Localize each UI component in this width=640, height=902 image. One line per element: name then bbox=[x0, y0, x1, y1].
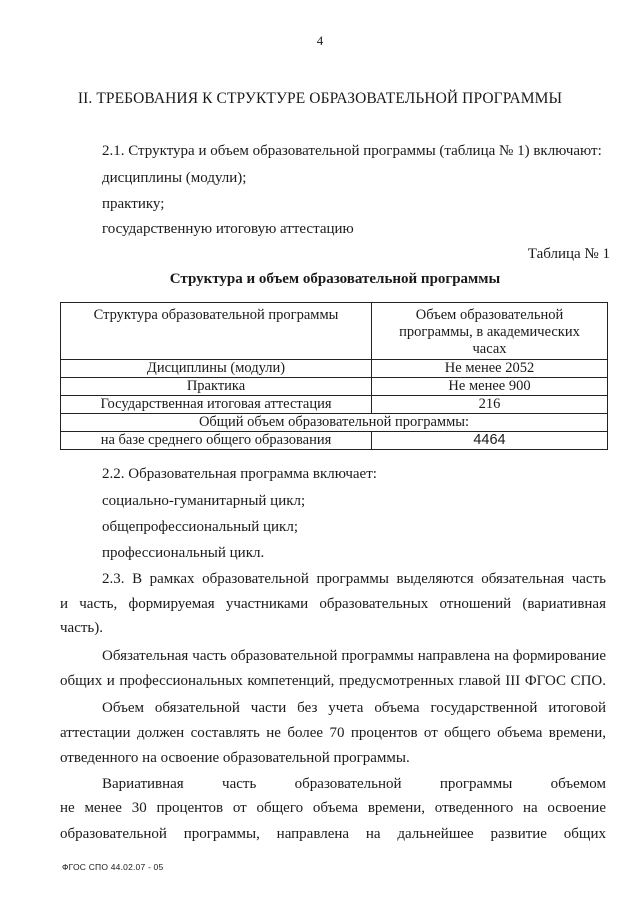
section-heading: II. ТРЕБОВАНИЯ К СТРУКТУРЕ ОБРАЗОВАТЕЛЬНОЙ ПРОГРАММЫ bbox=[77, 90, 563, 107]
table-total-row bbox=[61, 432, 608, 450]
table-row bbox=[61, 396, 608, 414]
table-total-label-row bbox=[61, 414, 608, 432]
row-name: Дисциплины (модули) bbox=[61, 360, 372, 378]
section-2-2-paragraph: 2.2. Образовательная программа включает: bbox=[102, 466, 377, 482]
volume-line-3: отведенного на освоение образовательной программы. bbox=[60, 750, 410, 766]
variative-line-1: Вариативная часть образовательной программы объемом bbox=[102, 776, 606, 792]
total-name: на базе среднего общего образования bbox=[61, 432, 372, 450]
intro-item-practice: практику; bbox=[102, 196, 165, 212]
cycle-item-social: социально-гуманитарный цикл; bbox=[102, 493, 306, 509]
intro-item-disciplines: дисциплины (модули); bbox=[102, 170, 247, 186]
volume-line-1: Объем обязательной части без учета объема государственной итоговой bbox=[102, 700, 606, 716]
row-name: Практика bbox=[61, 378, 372, 396]
table-row bbox=[61, 360, 608, 378]
variative-line-2: не менее 30 процентов от общего объема времени, отведенного на освоение bbox=[60, 800, 606, 816]
variative-line-3: образовательной программы, направлена на дальнейшее развитие общих bbox=[60, 826, 606, 842]
mandatory-line-1: Обязательная часть образовательной программы направлена на формирование bbox=[102, 648, 606, 664]
table-row bbox=[61, 378, 608, 396]
row-value: 216 bbox=[372, 396, 608, 414]
table-label: Таблица № 1 bbox=[527, 246, 610, 262]
row-name: Государственная итоговая аттестация bbox=[61, 396, 372, 414]
volume-line-2: аттестации должен составлять не более 70 процентов от общего объема времени, bbox=[60, 725, 606, 741]
mandatory-line-2: общих и профессиональных компетенций, предусмотренных главой III ФГОС СПО. bbox=[60, 673, 606, 689]
section-2-3-line-3: часть). bbox=[60, 620, 104, 636]
cycle-item-general: общепрофессиональный цикл; bbox=[102, 519, 298, 535]
total-label: Общий объем образовательной программы: bbox=[61, 414, 608, 432]
intro-paragraph: 2.1. Структура и объем образовательной программы (таблица № 1) включают: bbox=[102, 143, 602, 159]
footer-code: ФГОС СПО 44.02.07 - 05 bbox=[62, 862, 164, 872]
header-volume-line-3: часах bbox=[472, 341, 507, 357]
total-value: 4464 bbox=[372, 432, 608, 450]
section-2-3-line-2: и часть, формируемая участниками образовательных отношений (вариативная bbox=[60, 596, 606, 612]
intro-item-attestation: государственную итоговую аттестацию bbox=[102, 221, 354, 237]
page-number: 4 bbox=[316, 33, 324, 48]
header-volume bbox=[372, 303, 608, 360]
header-structure: Структура образовательной программы bbox=[61, 303, 372, 360]
table-header-row bbox=[61, 303, 608, 360]
row-value: Не менее 900 bbox=[372, 378, 608, 396]
cycle-item-professional: профессиональный цикл. bbox=[102, 545, 265, 561]
structure-table bbox=[60, 302, 608, 450]
section-2-3-line-1: 2.3. В рамках образовательной программы выделяются обязательная часть bbox=[102, 571, 606, 587]
header-volume-line-1: Объем образовательной bbox=[415, 307, 564, 323]
row-value: Не менее 2052 bbox=[372, 360, 608, 378]
table-title: Структура и объем образовательной программы bbox=[169, 271, 501, 287]
header-volume-line-2: программы, в академических bbox=[399, 324, 580, 340]
